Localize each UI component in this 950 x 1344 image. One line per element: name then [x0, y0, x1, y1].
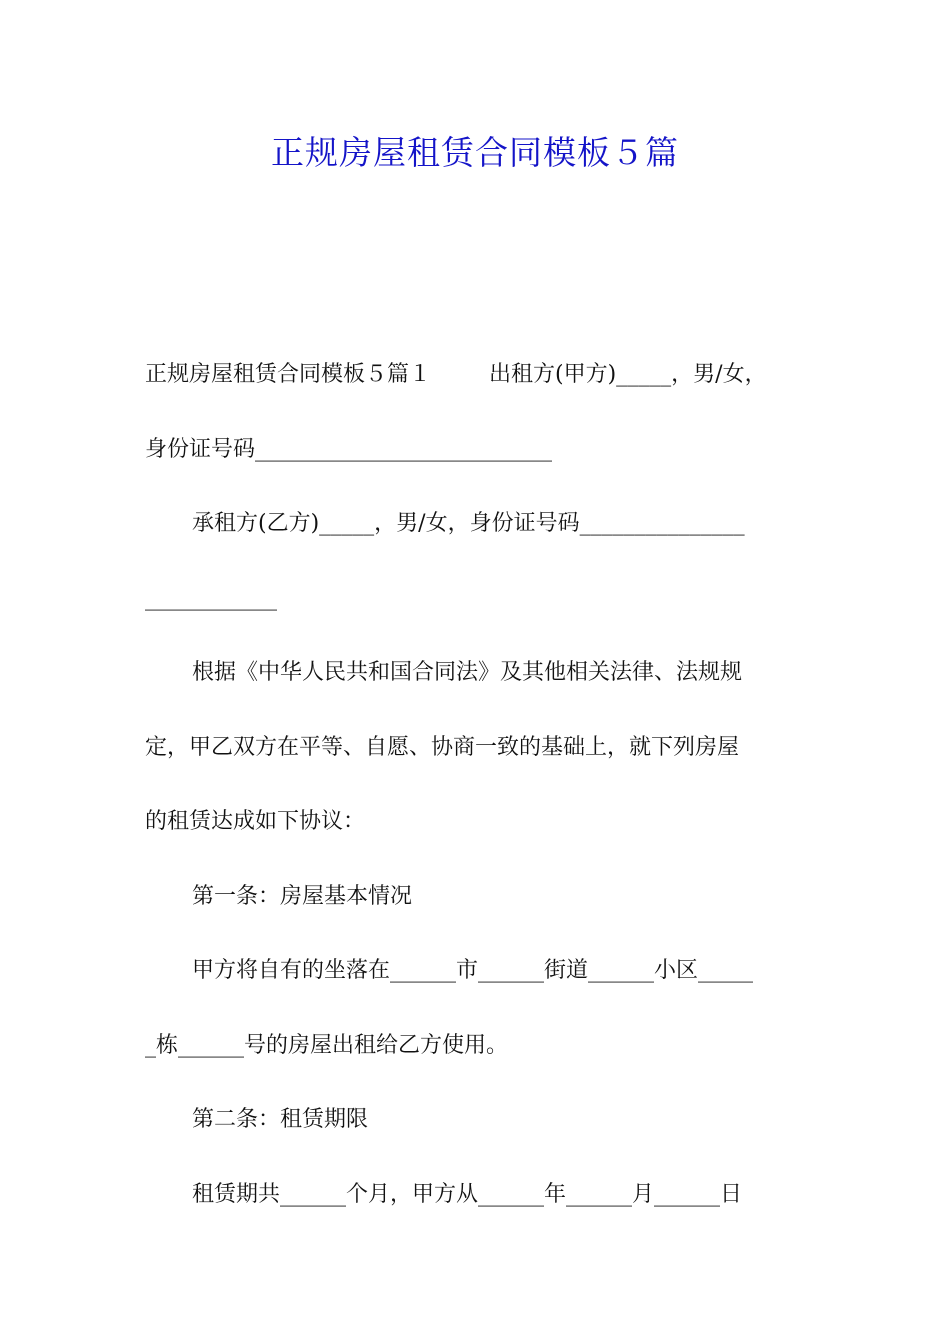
paragraph-line-7: 的租赁达成如下协议： [145, 809, 366, 834]
paragraph-line-12: 租赁期共______个月，甲方从______年______月______日 [192, 1181, 743, 1207]
document-title: 正规房屋租赁合同模板５篇 [271, 133, 679, 172]
paragraph-line-9: 甲方将自有的坐落在______市______街道______小区_____ [192, 958, 754, 983]
section-heading-inline: 正规房屋租赁合同模板５篇１ [145, 362, 432, 387]
paragraph-line-6: 定，甲乙双方在平等、自愿、协商一致的基础上，就下列房屋 [145, 734, 740, 760]
paragraph-line-2: 身份证号码___________________________ [145, 436, 553, 462]
document-body [145, 338, 807, 1232]
article-2-heading: 第二条：租赁期限 [192, 1107, 369, 1132]
paragraph-line-1 [145, 338, 807, 413]
lessor-clause: 出租方(甲方)_____，男/女， [489, 362, 767, 387]
paragraph-line-4: ____________ [145, 585, 277, 611]
article-1-heading: 第一条：房屋基本情况 [192, 883, 413, 909]
paragraph-line-10: _栋______号的房屋出租给乙方使用。 [145, 1032, 509, 1058]
paragraph-line-5: 根据《中华人民共和国合同法》及其他相关法律、法规规 [192, 660, 743, 685]
paragraph-line-3: 承租方(乙方)_____，男/女，身份证号码_______________ [192, 511, 745, 536]
